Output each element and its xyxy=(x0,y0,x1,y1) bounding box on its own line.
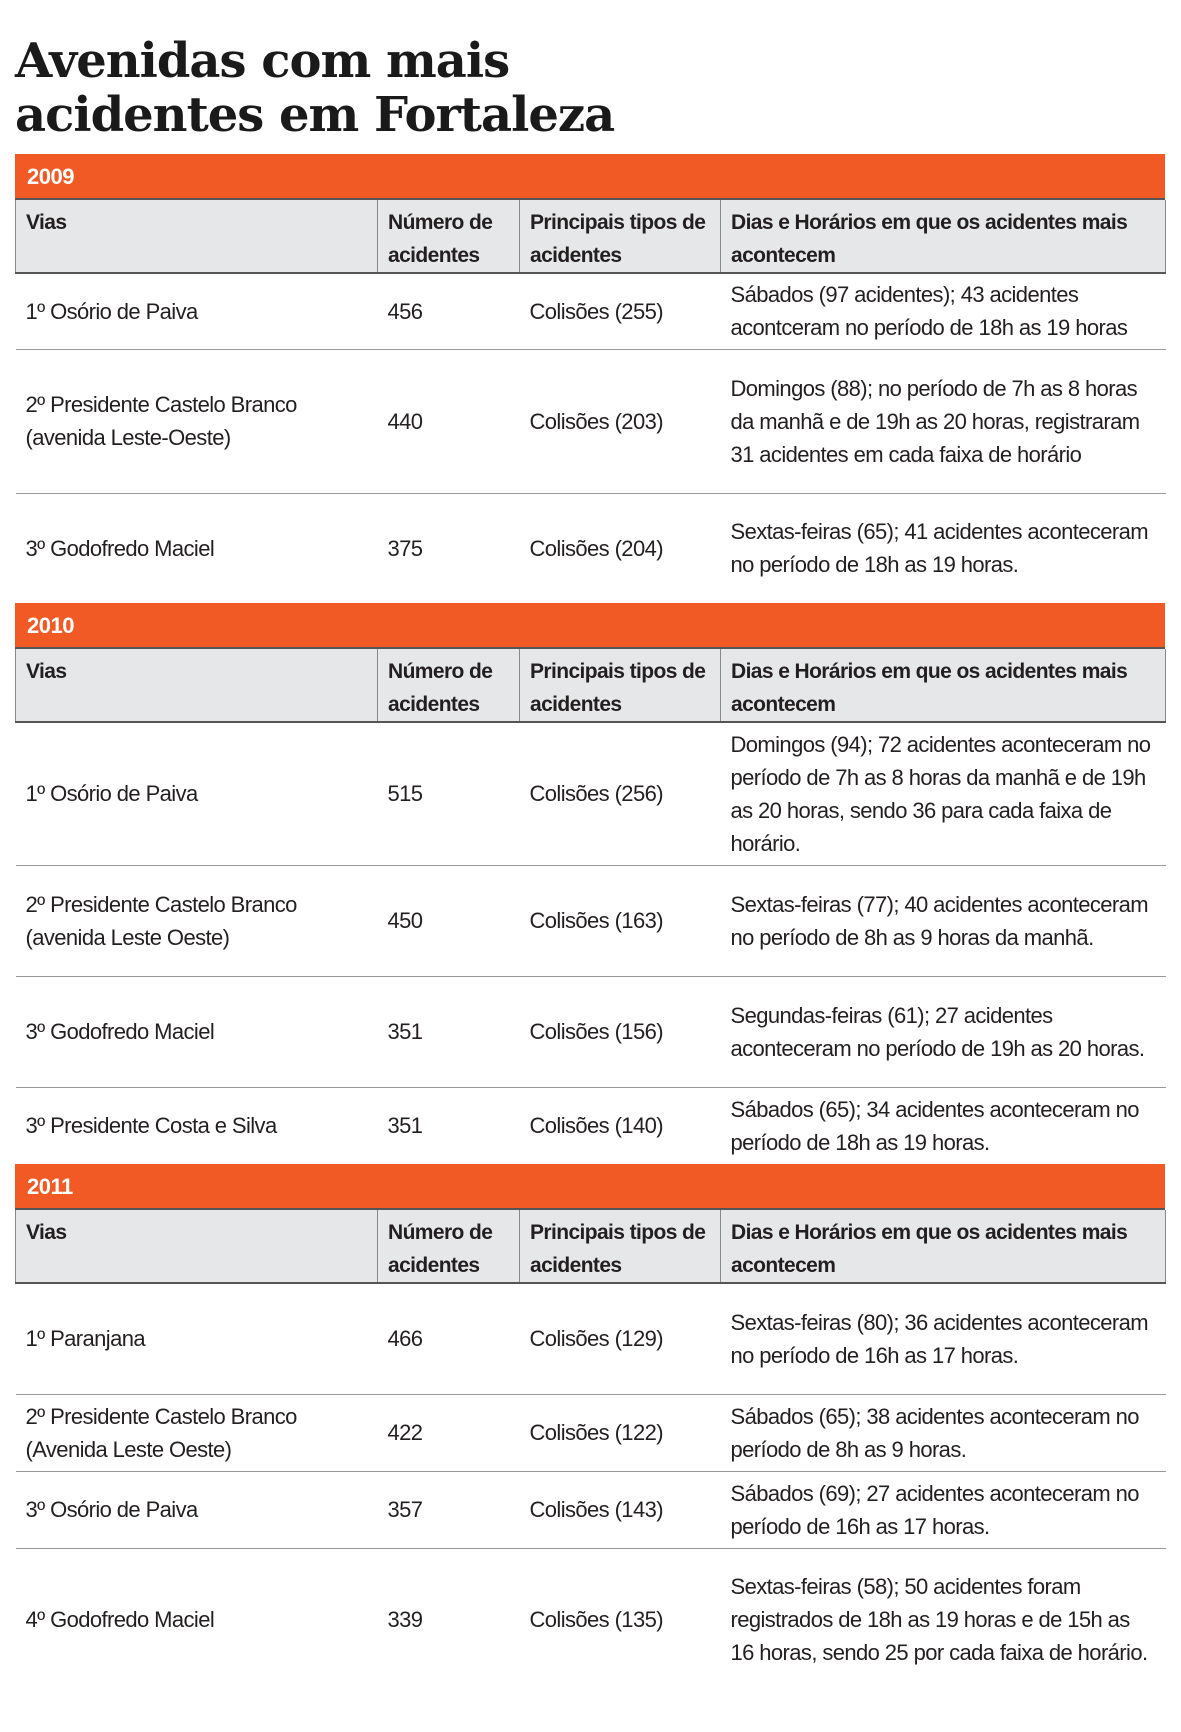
column-header: Principais tipos de acidentes xyxy=(520,1210,721,1283)
header-row xyxy=(16,649,1166,722)
column-header: Dias e Horários em que os acidentes mais acontecem xyxy=(721,649,1166,722)
year-table xyxy=(15,649,1166,1164)
cell-tipo: Colisões (156) xyxy=(520,976,721,1087)
title-line-1: Avenidas com mais xyxy=(15,33,510,89)
table-row xyxy=(16,865,1166,976)
cell-via: 1º Osório de Paiva xyxy=(16,273,378,349)
column-header: Número de acidentes xyxy=(378,649,520,722)
page-title xyxy=(15,34,614,142)
cell-num: 440 xyxy=(378,349,520,493)
year-header: 2009 xyxy=(15,154,1165,200)
column-header: Dias e Horários em que os acidentes mais acontecem xyxy=(721,200,1166,273)
table-row xyxy=(16,722,1166,865)
cell-via: 3º Presidente Costa e Silva xyxy=(25,1113,277,1139)
cell-num: 339 xyxy=(387,1607,423,1633)
cell-dias: Sextas-feiras (58); 50 acidentes foram registrados de 18h as 19 horas e de 15h as 16 horas, sendo 25 por cada faixa de horário. xyxy=(730,1574,1148,1666)
cell-via: 2º Presidente Castelo Branco (avenida Leste Oeste) xyxy=(16,865,378,976)
year-table xyxy=(15,1210,1166,1691)
accidents-tables xyxy=(15,154,1165,1691)
title-line-2: acidentes em Fortaleza xyxy=(15,87,615,143)
table-row xyxy=(16,976,1166,1087)
cell-num: 357 xyxy=(378,1471,520,1548)
cell-via: 3º Godofredo Maciel xyxy=(25,535,215,561)
column-header: Dias e Horários em que os acidentes mais acontecem xyxy=(721,1210,1166,1283)
column-header: Número de acidentes xyxy=(378,1210,520,1283)
cell-dias: Sábados (97 acidentes); 43 acidentes acontceram no período de 18h as 19 horas xyxy=(721,273,1166,349)
table-row xyxy=(16,1087,1166,1164)
column-header: Vias xyxy=(16,1210,378,1283)
cell-via: 1º Osório de Paiva xyxy=(16,722,378,865)
cell-dias: Sextas-feiras (77); 40 acidentes aconteceram no período de 8h as 9 horas da manhã. xyxy=(721,865,1166,976)
cell-num: 351 xyxy=(387,1113,423,1139)
table-row xyxy=(16,493,1166,603)
cell-num: 466 xyxy=(378,1283,520,1394)
column-header: Número de acidentes xyxy=(378,200,520,273)
cell-tipo: Colisões (143) xyxy=(520,1471,721,1548)
table-row xyxy=(16,349,1166,493)
cell-tipo: Colisões (204) xyxy=(529,535,663,561)
header-row xyxy=(16,200,1166,273)
cell-dias: Sábados (65); 38 acidentes aconteceram no período de 8h as 9 horas. xyxy=(721,1394,1166,1471)
cell-via: 3º Osório de Paiva xyxy=(16,1471,378,1548)
table-row xyxy=(16,1471,1166,1548)
table-row xyxy=(16,1548,1166,1691)
cell-via: 2º Presidente Castelo Branco (avenida Leste-Oeste) xyxy=(16,349,378,493)
cell-dias: Domingos (94); 72 acidentes aconteceram no período de 7h as 8 horas da manhã e de 19h as 20 horas, sendo 36 para cada faixa de horário. xyxy=(721,722,1166,865)
column-header: Principais tipos de acidentes xyxy=(520,200,721,273)
cell-num: 515 xyxy=(378,722,520,865)
cell-via: 3º Godofredo Maciel xyxy=(16,976,378,1087)
cell-num: 450 xyxy=(378,865,520,976)
cell-dias: Segundas-feiras (61); 27 acidentes aconteceram no período de 19h as 20 horas. xyxy=(721,976,1166,1087)
table-row xyxy=(16,1283,1166,1394)
cell-num: 456 xyxy=(378,273,520,349)
cell-num: 422 xyxy=(378,1394,520,1471)
cell-dias: Sextas-feiras (65); 41 acidentes aconteceram no período de 18h as 19 horas. xyxy=(730,519,1148,578)
cell-tipo: Colisões (135) xyxy=(529,1607,663,1633)
cell-tipo: Colisões (122) xyxy=(520,1394,721,1471)
cell-tipo: Colisões (163) xyxy=(520,865,721,976)
cell-dias: Sábados (69); 27 acidentes aconteceram no período de 16h as 17 horas. xyxy=(721,1471,1166,1548)
cell-tipo: Colisões (203) xyxy=(520,349,721,493)
cell-tipo: Colisões (255) xyxy=(520,273,721,349)
table-row xyxy=(16,273,1166,349)
column-header: Vias xyxy=(16,649,378,722)
cell-tipo: Colisões (256) xyxy=(520,722,721,865)
cell-tipo: Colisões (129) xyxy=(520,1283,721,1394)
cell-via: 1º Paranjana xyxy=(16,1283,378,1394)
column-header: Principais tipos de acidentes xyxy=(520,649,721,722)
year-table xyxy=(15,200,1166,603)
header-row xyxy=(16,1210,1166,1283)
cell-via: 2º Presidente Castelo Branco (Avenida Leste Oeste) xyxy=(16,1394,378,1471)
cell-dias: Sábados (65); 34 acidentes aconteceram no período de 18h as 19 horas. xyxy=(730,1096,1139,1155)
year-header: 2010 xyxy=(15,603,1165,649)
column-header: Vias xyxy=(16,200,378,273)
table-row xyxy=(16,1394,1166,1471)
cell-dias: Domingos (88); no período de 7h as 8 horas da manhã e de 19h as 20 horas, registraram 31 acidentes em cada faixa de horário xyxy=(721,349,1166,493)
cell-tipo: Colisões (140) xyxy=(529,1113,663,1139)
year-header: 2011 xyxy=(15,1164,1165,1210)
cell-num: 375 xyxy=(387,535,423,561)
cell-num: 351 xyxy=(378,976,520,1087)
cell-dias: Sextas-feiras (80); 36 acidentes aconteceram no período de 16h as 17 horas. xyxy=(721,1283,1166,1394)
cell-via: 4º Godofredo Maciel xyxy=(25,1607,215,1633)
